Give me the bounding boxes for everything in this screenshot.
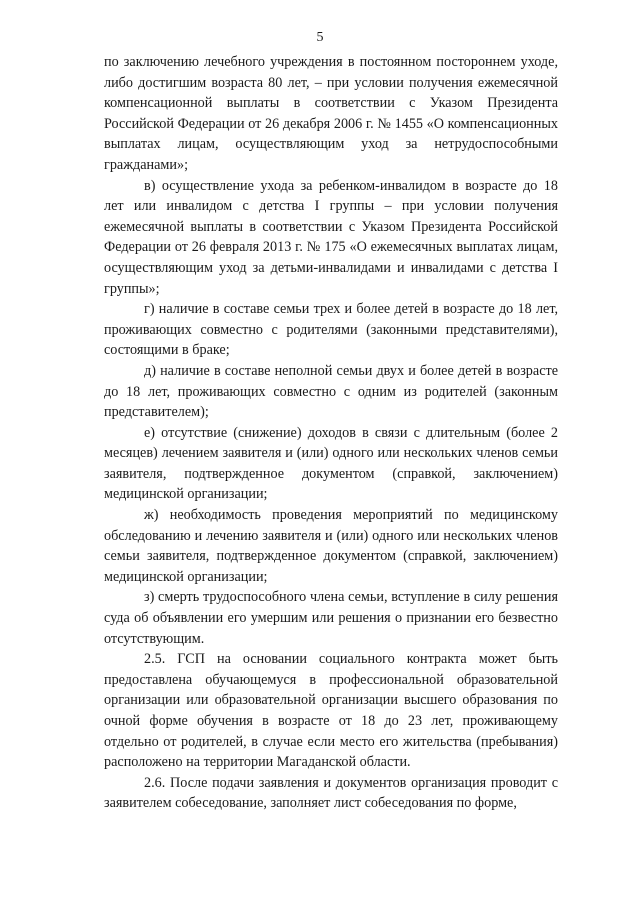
paragraph-clause-2-6: 2.6. После подачи заявления и документов организация проводит с заявителем собеседование, заполняет лист собеседования по форме, [104,774,558,812]
paragraph-item-e: е) отсутствие (снижение) доходов в связи с длительным (более 2 месяцев) лечением заявителя и (или) одного или нескольких членов семьи заявителя, подтвержденное документом (справкой, заключением) медицинской организации; [104,424,558,503]
paragraph-item-z: з) смерть трудоспособного члена семьи, вступление в силу решения суда об объявлении его умершим или решения о признании его безвестно отсутствующим. [104,589,558,647]
paragraph-item-v: в) осуществление ухода за ребенком-инвалидом в возрасте до 18 лет или инвалидом с детства I группы – при условии получения ежемесячной выплаты в соответствии с Указом Президента Российской Федерации от 26 февраля 2013 г. № 175 «О ежемесячных выплатах лицам, осуществляющим уход за детьми-инвалидами и инвалидами с детства I группы»; [104,177,558,297]
paragraph-item-d: д) наличие в составе неполной семьи двух и более детей в возрасте до 18 лет, проживающих совместно с одним из родителей (законным представителем); [104,362,558,421]
page-number: 5 [316,30,324,45]
paragraph-item-g: г) наличие в составе семьи трех и более детей в возрасте до 18 лет, проживающих совместно с родителями (законными представителями), состоящими в браке; [104,301,558,359]
paragraph-continuation: по заключению лечебного учреждения в постоянном постороннем уходе, либо достигшим возраста 80 лет, – при условии получения ежемесячной компенсационной выплаты в соответствии с Указом Президента Российской Федерации от 26 декабря 2006 г. № 1455 «О компенсационных выплатах лицам, осуществляющим уход за нетрудоспособными гражданами»; [104,54,558,173]
paragraph-clause-2-5: 2.5. ГСП на основании социального контракта может быть предоставлена обучающемуся в профессиональной образовательной организации или образовательной организации высшего образования по очной форме обучения в возрасте от 18 до 23 лет, проживающему отдельно от родителей, в случае если место его жительства (пребывания) расположено на территории Магаданской области. [104,651,558,771]
document-body [104,52,558,814]
paragraph-item-zh: ж) необходимость проведения мероприятий по медицинскому обследованию и лечению заявителя и (или) одного или нескольких членов семьи заявителя, подтвержденное документом (справкой, заключением) медицинской организации; [104,507,558,585]
